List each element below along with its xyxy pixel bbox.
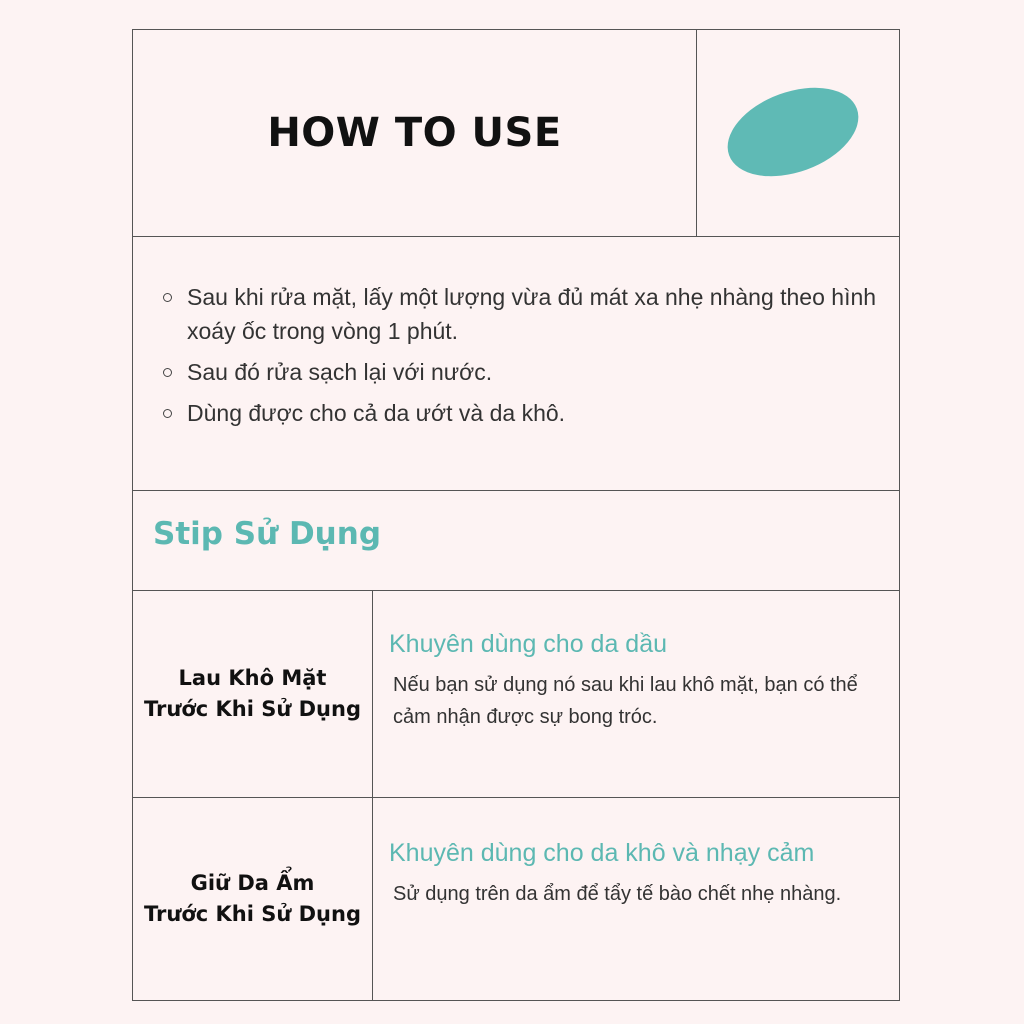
tip-condition-line: Trước Khi Sử Dụng xyxy=(144,697,361,721)
circle-bullet-icon xyxy=(163,368,172,377)
list-item xyxy=(161,355,881,389)
list-item xyxy=(161,396,881,430)
list-item xyxy=(161,280,881,348)
tip-condition xyxy=(133,798,372,1000)
tip-recommendation: Khuyên dùng cho da khô và nhạy cảm xyxy=(389,839,815,867)
step-text: Sau khi rửa mặt, lấy một lượng vừa đủ mát xa nhẹ nhàng theo hình xoáy ốc trong vòng 1 phút. xyxy=(187,284,877,344)
circle-bullet-icon xyxy=(163,293,172,302)
usage-steps-list xyxy=(161,280,881,437)
divider-line xyxy=(133,236,899,237)
tip-details xyxy=(389,627,889,733)
tip-description: Nếu bạn sử dụng nó sau khi lau khô mặt, bạn có thể cảm nhận được sự bong tróc. xyxy=(393,674,858,728)
teal-leaf-icon xyxy=(697,30,901,236)
tips-heading: Stip Sử Dụng xyxy=(153,516,382,552)
tip-details xyxy=(389,836,889,910)
how-to-use-card xyxy=(132,29,900,1001)
tip-condition xyxy=(133,591,372,797)
circle-bullet-icon xyxy=(163,409,172,418)
leaf-decoration xyxy=(697,30,901,236)
tip-description: Sử dụng trên da ẩm để tẩy tế bào chết nhẹ nhàng. xyxy=(393,883,842,905)
step-text: Sau đó rửa sạch lại với nước. xyxy=(187,359,493,385)
tip-condition-line: Trước Khi Sử Dụng xyxy=(144,902,361,926)
tip-condition-line: Giữ Da Ẩm xyxy=(190,871,315,895)
tips-column-divider xyxy=(372,590,373,1000)
step-text: Dùng được cho cả da ướt và da khô. xyxy=(187,400,566,426)
tip-condition-line: Lau Khô Mặt xyxy=(178,666,327,690)
page-title: HOW TO USE xyxy=(267,110,562,156)
divider-line xyxy=(133,490,899,491)
tip-recommendation: Khuyên dùng cho da dầu xyxy=(389,630,668,658)
